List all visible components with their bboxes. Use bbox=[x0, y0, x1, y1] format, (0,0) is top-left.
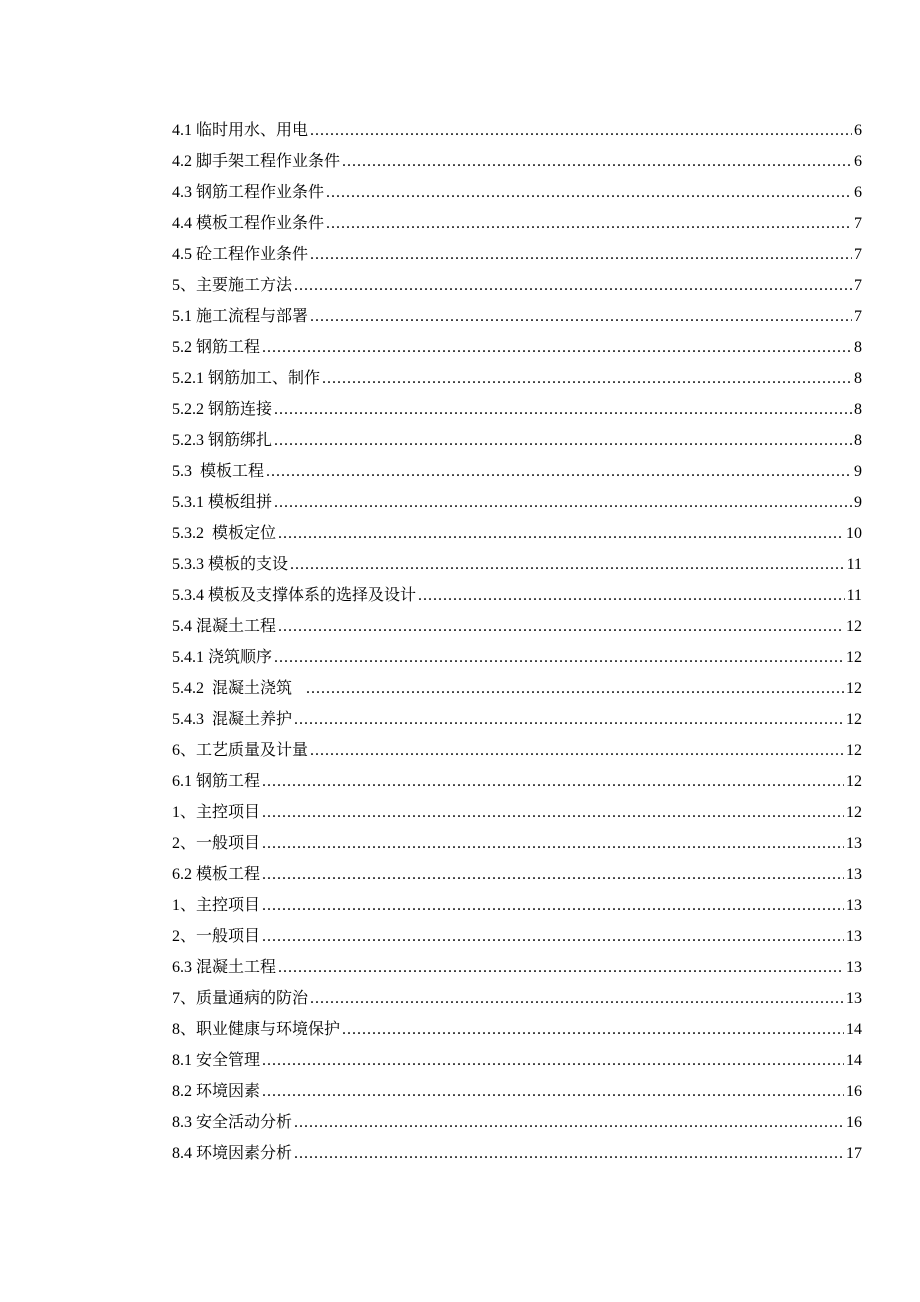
toc-entry[interactable] bbox=[172, 115, 862, 146]
toc-entry-page: 7 bbox=[854, 277, 862, 294]
toc-entry[interactable] bbox=[172, 363, 862, 394]
toc-entry-title: 6.2 模板工程 bbox=[172, 866, 261, 883]
toc-dot-leader bbox=[278, 611, 844, 642]
toc-entry-title: 6.1 钢筋工程 bbox=[172, 773, 261, 790]
toc-dot-leader bbox=[326, 208, 852, 239]
toc-entry[interactable] bbox=[172, 1045, 862, 1076]
toc-entry-page: 7 bbox=[854, 215, 862, 232]
toc-entry[interactable] bbox=[172, 177, 862, 208]
toc-dot-leader bbox=[326, 177, 852, 208]
toc-entry-title: 5.2.3 钢筋绑扎 bbox=[172, 432, 273, 449]
toc-dot-leader bbox=[262, 921, 844, 952]
toc-entry-page: 7 bbox=[854, 308, 862, 325]
toc-entry[interactable] bbox=[172, 890, 862, 921]
toc-entry-page: 14 bbox=[846, 1052, 862, 1069]
toc-entry-title: 6、工艺质量及计量 bbox=[172, 742, 309, 759]
toc-entry[interactable] bbox=[172, 983, 862, 1014]
toc-entry-page: 14 bbox=[846, 1021, 862, 1038]
toc-entry[interactable] bbox=[172, 518, 862, 549]
toc-entry-title: 8.1 安全管理 bbox=[172, 1052, 261, 1069]
toc-entry-page: 13 bbox=[846, 835, 862, 852]
toc-entry-title: 5.4.3 混凝土养护 bbox=[172, 711, 293, 728]
toc-entry[interactable] bbox=[172, 580, 862, 611]
toc-entry-page: 13 bbox=[846, 866, 862, 883]
toc-entry-title: 1、主控项目 bbox=[172, 897, 261, 914]
toc-entry[interactable] bbox=[172, 735, 862, 766]
toc-entry-page: 8 bbox=[854, 432, 862, 449]
toc-entry-title: 4.4 模板工程作业条件 bbox=[172, 215, 325, 232]
toc-dot-leader bbox=[310, 115, 852, 146]
toc-entry-title: 5.4.2 混凝土浇筑 bbox=[172, 680, 305, 697]
toc-entry[interactable] bbox=[172, 1076, 862, 1107]
toc-entry-page: 10 bbox=[846, 525, 862, 542]
toc-entry[interactable] bbox=[172, 456, 862, 487]
toc-entry-page: 16 bbox=[846, 1083, 862, 1100]
toc-entry[interactable] bbox=[172, 1107, 862, 1138]
toc-dot-leader bbox=[274, 394, 852, 425]
toc-entry-title: 5.3.2 模板定位 bbox=[172, 525, 277, 542]
toc-entry-page: 7 bbox=[854, 246, 862, 263]
toc-entry-title: 1、主控项目 bbox=[172, 804, 261, 821]
toc-entry[interactable] bbox=[172, 611, 862, 642]
toc-entry-title: 7、质量通病的防治 bbox=[172, 990, 309, 1007]
toc-dot-leader bbox=[290, 549, 845, 580]
toc-entry-title: 8.4 环境因素分析 bbox=[172, 1145, 293, 1162]
toc-entry[interactable] bbox=[172, 239, 862, 270]
toc-entry-page: 13 bbox=[846, 928, 862, 945]
toc-entry-page: 8 bbox=[854, 401, 862, 418]
toc-entry-title: 2、一般项目 bbox=[172, 928, 261, 945]
toc-entry-page: 16 bbox=[846, 1114, 862, 1131]
toc-entry-page: 12 bbox=[846, 742, 862, 759]
toc-entry-page: 13 bbox=[846, 990, 862, 1007]
toc-entry-page: 13 bbox=[846, 897, 862, 914]
toc-entry-page: 6 bbox=[854, 184, 862, 201]
toc-entry-title: 4.3 钢筋工程作业条件 bbox=[172, 184, 325, 201]
toc-entry-title: 8、职业健康与环境保护 bbox=[172, 1021, 341, 1038]
toc-dot-leader bbox=[262, 332, 852, 363]
toc-dot-leader bbox=[294, 1138, 844, 1169]
toc-entry-title: 5、主要施工方法 bbox=[172, 277, 293, 294]
toc-entry-page: 9 bbox=[854, 463, 862, 480]
toc-dot-leader bbox=[322, 363, 852, 394]
toc-dot-leader bbox=[342, 146, 852, 177]
toc-dot-leader bbox=[262, 828, 844, 859]
toc-dot-leader bbox=[274, 487, 852, 518]
toc-dot-leader bbox=[310, 239, 852, 270]
toc-entry[interactable] bbox=[172, 1014, 862, 1045]
table-of-contents bbox=[172, 115, 862, 1169]
toc-dot-leader bbox=[310, 735, 844, 766]
toc-entry[interactable] bbox=[172, 921, 862, 952]
toc-entry-title: 5.2.1 钢筋加工、制作 bbox=[172, 370, 321, 387]
toc-entry[interactable] bbox=[172, 673, 862, 704]
toc-entry-title: 5.1 施工流程与部署 bbox=[172, 308, 309, 325]
toc-dot-leader bbox=[342, 1014, 844, 1045]
toc-entry-page: 17 bbox=[846, 1145, 862, 1162]
toc-entry[interactable] bbox=[172, 704, 862, 735]
toc-entry-title: 8.3 安全活动分析 bbox=[172, 1114, 293, 1131]
toc-dot-leader bbox=[294, 704, 844, 735]
toc-entry-page: 13 bbox=[846, 959, 862, 976]
toc-entry[interactable] bbox=[172, 549, 862, 580]
toc-entry[interactable] bbox=[172, 487, 862, 518]
toc-entry[interactable] bbox=[172, 642, 862, 673]
toc-dot-leader bbox=[294, 1107, 844, 1138]
toc-dot-leader bbox=[306, 673, 844, 704]
toc-dot-leader bbox=[278, 952, 844, 983]
toc-dot-leader bbox=[266, 456, 852, 487]
toc-entry[interactable] bbox=[172, 146, 862, 177]
toc-entry-page: 9 bbox=[854, 494, 862, 511]
toc-entry-title: 6.3 混凝土工程 bbox=[172, 959, 277, 976]
toc-entry[interactable] bbox=[172, 394, 862, 425]
toc-entry-title: 8.2 环境因素 bbox=[172, 1083, 261, 1100]
toc-entry-title: 5.2 钢筋工程 bbox=[172, 339, 261, 356]
toc-dot-leader bbox=[262, 797, 844, 828]
toc-entry-page: 12 bbox=[846, 773, 862, 790]
toc-entry-title: 4.5 砼工程作业条件 bbox=[172, 246, 309, 263]
toc-entry-page: 11 bbox=[846, 556, 862, 573]
toc-entry-page: 6 bbox=[854, 153, 862, 170]
toc-entry-title: 5.3 模板工程 bbox=[172, 463, 265, 480]
toc-entry-title: 5.4.1 浇筑顺序 bbox=[172, 649, 273, 666]
toc-dot-leader bbox=[262, 1076, 844, 1107]
toc-dot-leader bbox=[262, 1045, 844, 1076]
toc-dot-leader bbox=[294, 270, 852, 301]
toc-entry[interactable] bbox=[172, 301, 862, 332]
toc-dot-leader bbox=[262, 890, 844, 921]
toc-dot-leader bbox=[262, 859, 844, 890]
toc-entry[interactable] bbox=[172, 1138, 862, 1169]
toc-entry-page: 8 bbox=[854, 339, 862, 356]
toc-entry-page: 11 bbox=[846, 587, 862, 604]
toc-entry-page: 12 bbox=[846, 618, 862, 635]
toc-entry-title: 5.2.2 钢筋连接 bbox=[172, 401, 273, 418]
toc-entry[interactable] bbox=[172, 859, 862, 890]
toc-entry[interactable] bbox=[172, 828, 862, 859]
toc-dot-leader bbox=[278, 518, 844, 549]
toc-entry[interactable] bbox=[172, 952, 862, 983]
toc-entry-title: 5.3.4 模板及支撑体系的选择及设计 bbox=[172, 587, 417, 604]
toc-dot-leader bbox=[262, 766, 844, 797]
toc-entry-page: 8 bbox=[854, 370, 862, 387]
toc-entry-page: 12 bbox=[846, 649, 862, 666]
toc-entry-title: 2、一般项目 bbox=[172, 835, 261, 852]
toc-entry-title: 5.3.1 模板组拼 bbox=[172, 494, 273, 511]
toc-dot-leader bbox=[418, 580, 845, 611]
toc-dot-leader bbox=[274, 425, 852, 456]
toc-entry-page: 12 bbox=[846, 680, 862, 697]
toc-entry[interactable] bbox=[172, 766, 862, 797]
toc-entry[interactable] bbox=[172, 332, 862, 363]
toc-dot-leader bbox=[310, 983, 844, 1014]
toc-entry-page: 12 bbox=[846, 711, 862, 728]
toc-entry-title: 4.1 临时用水、用电 bbox=[172, 122, 309, 139]
toc-entry[interactable] bbox=[172, 425, 862, 456]
toc-entry[interactable] bbox=[172, 797, 862, 828]
toc-dot-leader bbox=[274, 642, 844, 673]
toc-entry-title: 4.2 脚手架工程作业条件 bbox=[172, 153, 341, 170]
toc-entry[interactable] bbox=[172, 208, 862, 239]
toc-entry-title: 5.3.3 模板的支设 bbox=[172, 556, 289, 573]
toc-entry-page: 6 bbox=[854, 122, 862, 139]
toc-entry-title: 5.4 混凝土工程 bbox=[172, 618, 277, 635]
toc-entry-page: 12 bbox=[846, 804, 862, 821]
toc-entry[interactable] bbox=[172, 270, 862, 301]
toc-dot-leader bbox=[310, 301, 852, 332]
